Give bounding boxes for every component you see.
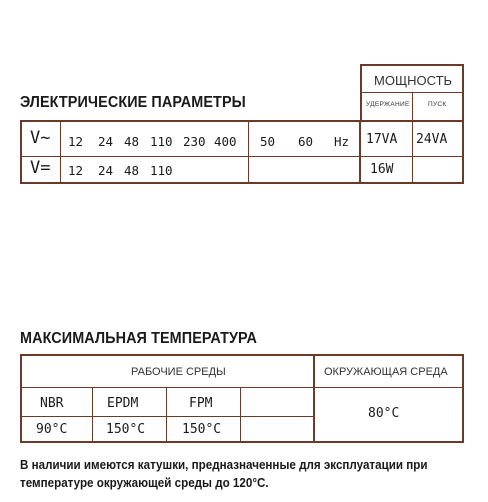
temperature-section-title: МАКСИМАЛЬНАЯ ТЕМПЕРАТУРА — [20, 330, 257, 347]
dc-hold-power: 16W — [370, 162, 394, 177]
electrical-section-title: ЭЛЕКТРИЧЕСКИЕ ПАРАМЕТРЫ — [20, 94, 246, 111]
ac-hold-power: 17VA — [366, 132, 398, 147]
hold-label: УДЕРЖАНИЕ — [366, 101, 410, 108]
material-temp: 150°C — [106, 422, 146, 437]
ac-voltage: 230 — [183, 134, 206, 149]
material-name: EPDM — [107, 396, 139, 411]
ac-frequency: 50 — [260, 134, 276, 149]
ac-voltage: 24 — [98, 134, 114, 149]
dc-symbol: V= — [30, 158, 51, 178]
ambient-header: ОКРУЖАЮЩАЯ СРЕДА — [324, 366, 448, 378]
note-line-2: температуре окружающей среды до 120°C. — [20, 476, 269, 490]
media-header: РАБОЧИЕ СРЕДЫ — [131, 366, 226, 378]
dc-voltage: 12 — [68, 163, 84, 178]
material-temp: 150°C — [182, 422, 222, 437]
frequency-unit: Hz — [334, 134, 350, 149]
ac-voltage: 110 — [150, 134, 173, 149]
electrical-table — [20, 120, 464, 184]
ac-symbol: V~ — [30, 128, 51, 148]
dc-voltage: 110 — [150, 163, 173, 178]
start-label: ПУСК — [428, 101, 447, 108]
ac-voltage: 12 — [68, 134, 84, 149]
ambient-temp: 80°C — [368, 406, 400, 421]
note-line-1: В наличии имеются катушки, предназначенные для эксплуатации при — [20, 458, 428, 472]
material-name: NBR — [40, 396, 64, 411]
ac-start-power: 24VA — [416, 132, 448, 147]
dc-voltage: 48 — [124, 163, 140, 178]
material-name: FPM — [189, 396, 213, 411]
ac-frequency: 60 — [298, 134, 314, 149]
ac-voltage: 400 — [214, 134, 237, 149]
material-temp: 90°C — [36, 422, 68, 437]
power-header: МОЩНОСТЬ — [374, 73, 453, 88]
ac-voltage: 48 — [124, 134, 140, 149]
dc-voltage: 24 — [98, 163, 114, 178]
